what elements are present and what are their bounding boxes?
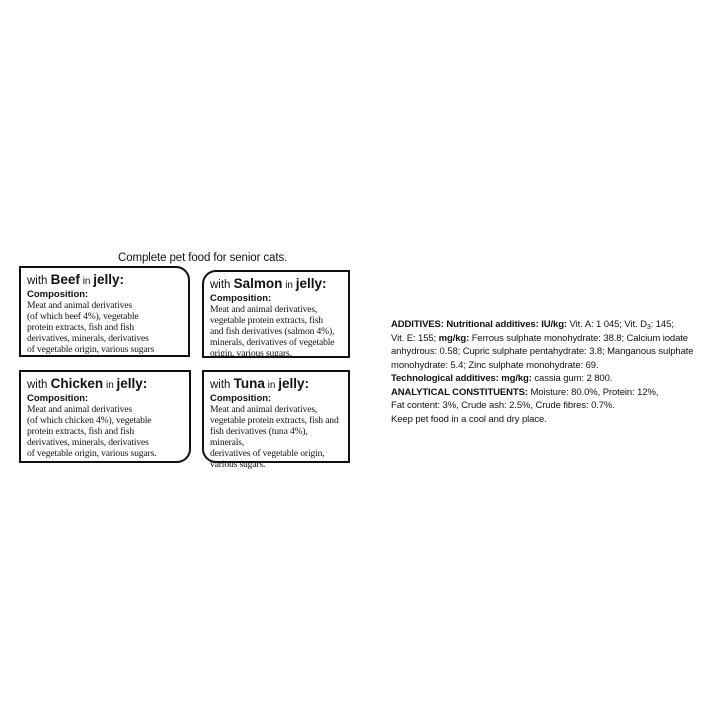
analytical-line: Moisture: 80.0%, Protein: 12%, <box>527 386 659 398</box>
composition-line: of vegetable origin, various sugars <box>27 344 155 355</box>
composition-line: Meat and animal derivatives, <box>210 304 318 315</box>
composition-label: Composition: <box>27 289 89 300</box>
composition-line: derivatives of vegetable origin, <box>210 448 325 459</box>
flavour-name: Beef <box>50 272 80 287</box>
composition-line: derivatives, minerals, derivatives <box>27 333 149 344</box>
title-prefix: with <box>27 275 51 287</box>
card-tuna <box>202 370 350 470</box>
card-title <box>210 377 342 393</box>
flavour-name: Tuna <box>233 376 265 391</box>
headline: Complete pet food for senior cats. <box>118 252 288 264</box>
tech-value: cassia gum: 2 800. <box>531 373 613 384</box>
additives-label: ADDITIVES: Nutritional additives: IU/kg: <box>391 319 567 330</box>
composition-text <box>210 404 342 470</box>
vit-d-value: : 145; <box>650 319 674 330</box>
composition-line: vegetable protein extracts, fish <box>210 315 323 326</box>
composition-label: Composition: <box>210 293 272 304</box>
composition-line: Meat and animal derivatives <box>27 404 132 415</box>
title-prefix: with <box>27 379 51 391</box>
composition-line: minerals, derivatives of vegetable <box>210 337 335 348</box>
composition-line: Meat and animal derivatives <box>27 300 132 311</box>
title-connector: in <box>79 276 94 287</box>
card-title <box>27 273 182 289</box>
technological-additives <box>391 372 716 386</box>
vit-d-subscript: 3 <box>646 324 651 331</box>
composition-line: (of which beef 4%), vegetable <box>27 311 139 322</box>
composition-line: origin, various sugars. <box>210 348 292 359</box>
composition-line: of vegetable origin, various sugars. <box>27 448 157 459</box>
analytical-constituents <box>391 386 716 400</box>
composition-line: protein extracts, fish and fish <box>27 426 134 437</box>
title-suffix: jelly: <box>116 376 148 391</box>
flavour-name: Salmon <box>233 276 283 291</box>
minerals-line: monohydrate: 5.4; Zinc sulphate monohydrate: 69. <box>391 359 599 371</box>
title-prefix: with <box>210 379 234 391</box>
composition-text <box>27 404 183 459</box>
card-beef <box>19 266 190 357</box>
card-title <box>210 277 342 293</box>
title-connector: in <box>282 280 296 291</box>
composition-label: Composition: <box>27 393 89 404</box>
card-salmon <box>202 270 350 358</box>
vit-e-text: Vit. E: 155; <box>391 332 439 344</box>
title-suffix: jelly: <box>93 272 125 287</box>
composition-line: Meat and animal derivatives, <box>210 404 318 415</box>
composition-line: (of which chicken 4%), vegetable <box>27 415 152 426</box>
flavour-name: Chicken <box>50 376 104 391</box>
composition-line: and fish derivatives (salmon 4%), <box>210 326 335 337</box>
minerals-line: anhydrous: 0.58; Cupric sulphate pentahydrate: 3.8; Manganous sulphate <box>391 346 694 357</box>
composition-line: fish derivatives (tuna 4%), minerals, <box>210 426 308 448</box>
additives-block <box>391 318 716 426</box>
minerals-line: Ferrous sulphate monohydrate: 38.8; Calcium iodate <box>469 332 688 344</box>
title-suffix: jelly: <box>295 276 327 291</box>
title-prefix: with <box>210 279 234 291</box>
nutritional-additives-cont <box>391 332 716 346</box>
composition-line: various sugars. <box>210 459 266 470</box>
title-connector: in <box>103 380 117 391</box>
card-title <box>27 377 183 393</box>
mgkg-label: mg/kg: <box>438 332 470 344</box>
card-chicken <box>19 370 191 463</box>
analytical-label: ANALYTICAL CONSTITUENTS: <box>391 386 528 398</box>
title-suffix: jelly: <box>278 376 310 391</box>
composition-label: Composition: <box>210 393 272 404</box>
composition-text <box>210 304 342 359</box>
storage-instruction: Keep pet food in a cool and dry place. <box>391 413 547 425</box>
tech-label: Technological additives: mg/kg: <box>391 373 532 384</box>
composition-line: vegetable protein extracts, fish and <box>210 415 339 426</box>
composition-text <box>27 300 182 355</box>
nutritional-additives <box>391 318 716 332</box>
title-connector: in <box>264 380 279 391</box>
vit-a-text: Vit. A: 1 045; Vit. D <box>567 319 647 330</box>
composition-line: derivatives, minerals, derivatives <box>27 437 149 448</box>
analytical-line: Fat content: 3%, Crude ash: 2.5%, Crude fibres: 0.7%. <box>391 400 615 411</box>
composition-line: protein extracts, fish and fish <box>27 322 134 333</box>
